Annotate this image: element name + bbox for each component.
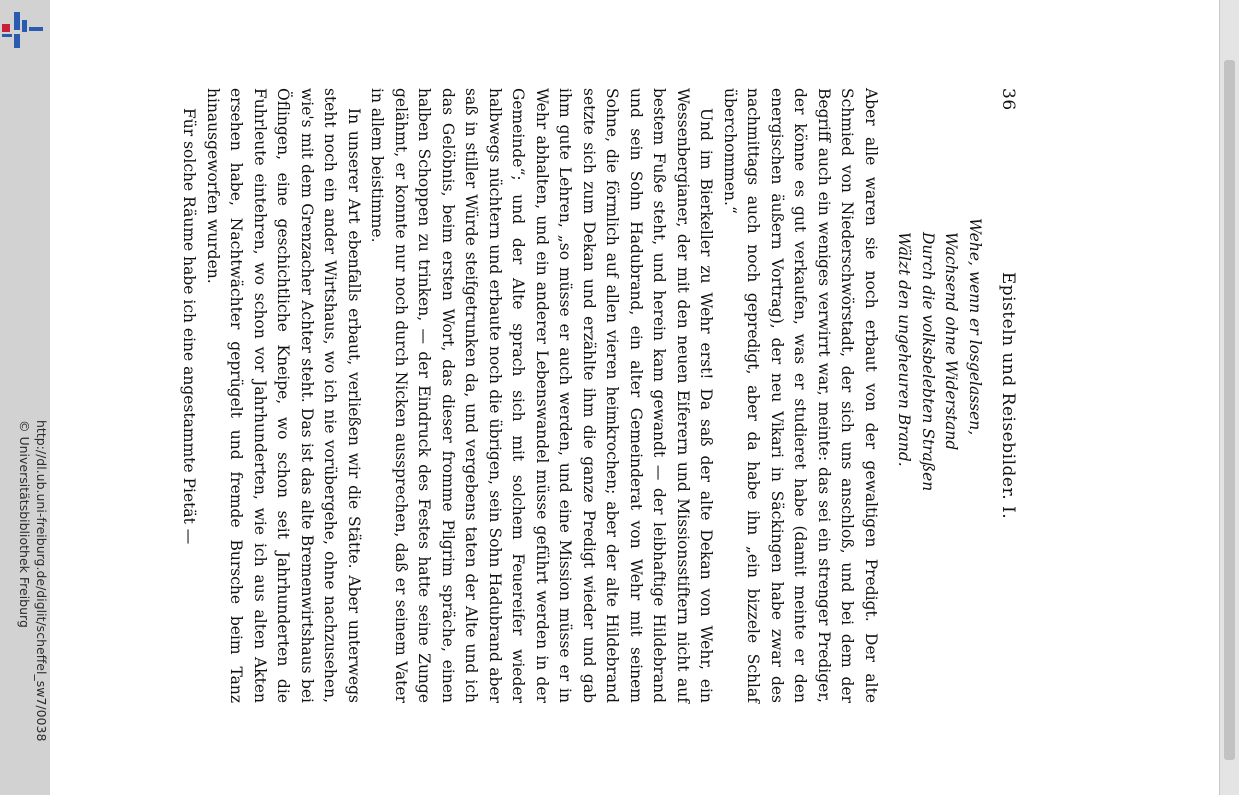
paragraph: In unserer Art ebenfalls erbaut, verließen wir die Stätte. Aber unterwegs steht noch ein ander Wirtshaus, wo ich nie vorübergehe, ohne nachzusehen, wie's mit dem Grenzacher Achter steht. Das ist das alte Bremenwirtshaus bei Öflingen, eine geschichtliche Kneipe, wo schon seit Jahrhunderten die Fuhrleute eintehren, wo schon vor Jahrhunderten, wie ich aus alten Akten ersehen habe, Nachtwächter geprügelt und fremde Bursche beim Tanz hinausgeworfen wurden. xyxy=(204,88,363,703)
verse-line: Wälzt den ungeheuren Brand. xyxy=(895,232,914,467)
paragraph: Und im Bierkeller zu Wehr erst! Da saß der alte Dekan von Wehr, ein Wessenbergianer, der mit den neuen Eiferern und Missionsstiftern nicht auf bestem Fuße steht, und herein kam gewandt — der leibhaftige Hildebrand und sein Sohn Hadubrand, ein alter Gemeinderat von Wehr mit seinem Sohne, die förmlich auf allen vieren heimkrochen; aber der alte Hildebrand setzte sich zum Dekan und erzählte ihm die ganze Predigt wieder und gab ihm gute Lehren, „so müsse er auch werden, und eine Mission müsse er in Wehr abhalten, und ein anderer Lebenswandel müsse geführt werden in der Gemeinde“; und der Alte sprach sich mit solchem Feuereifer wieder halbwegs nüchtern und erbaute noch die übrigen, sein Sohn Hadubrand aber saß in stiller Würde steifgetrunken da, und vergebens taten der Alte und ich das Gelöbnis, beim ersten Wort, das dieser fromme Pilgrim spräche, einen halben Schoppen zu trinken, — der Eindruck des Festes hatte seine Zunge gelähmt, er konnte nur noch durch Nicken aussprechen, daß er seinem Vater in allem beistimme. xyxy=(368,88,716,703)
vertical-scrollbar[interactable] xyxy=(1219,0,1239,795)
running-head-title: Episteln und Reisebilder. I. xyxy=(998,271,1018,520)
page-text xyxy=(177,88,1022,703)
verse-line: Wachsend ohne Widerstand xyxy=(942,232,961,451)
viewer-side-panel xyxy=(0,0,50,795)
paragraph: Aber alle waren sie noch erbaut von der gewaltigen Predigt. Der alte Schmied von Niederschwörstadt, der sich uns anschloß, und bei dem der Begriff auch ein weniges verwirrt war, meinte: das sei ein strenger Prediger, der könne es gut verkaufen, was er studieret habe (damit meinte er den energischen äußern Vortrag), der neu Vikari in Säckingen habe zwar des nachmittags auch noch gepredigt, aber da habe ihn „ein bizzele Schlaf überchommen.“ xyxy=(721,88,880,703)
running-head xyxy=(994,88,1022,703)
scrollbar-thumb[interactable] xyxy=(1224,60,1235,760)
credit-url[interactable]: http://dl.ub.uni-freiburg.de/diglit/scheffel_sw7/0038 xyxy=(34,420,49,742)
credit-copyright: © Universitätsbibliothek Freiburg xyxy=(17,420,32,628)
university-library-logo-icon xyxy=(2,10,44,52)
verse-quote xyxy=(892,218,986,703)
paragraph: Für solche Räume habe ich eine angestammte Pietät — xyxy=(180,108,199,545)
page-number: 36 xyxy=(998,88,1018,111)
verse-line: Durch die volksbelebten Straßen xyxy=(919,232,937,492)
verse-line: Wehe, wenn er losgelassen, xyxy=(966,218,984,436)
